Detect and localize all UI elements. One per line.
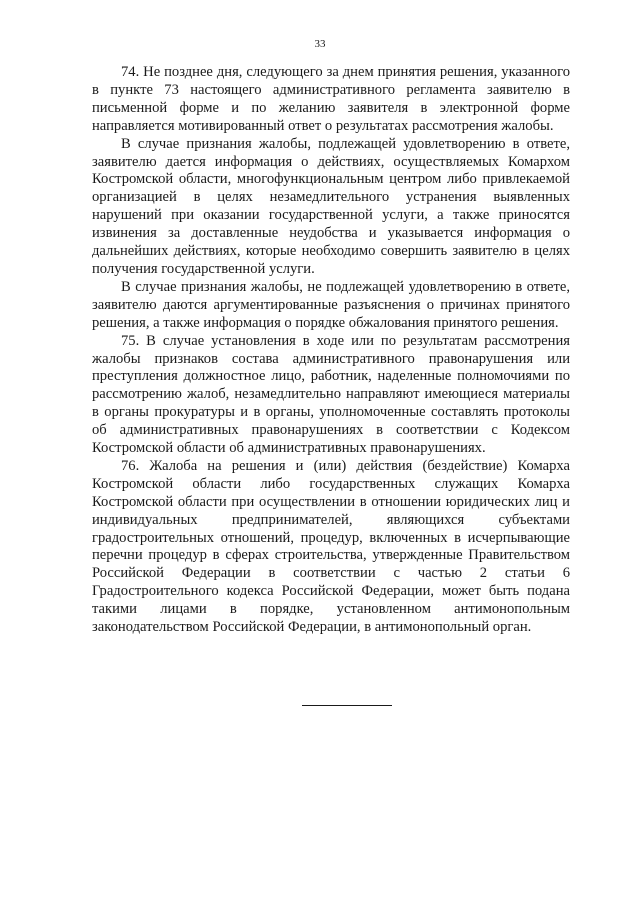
paragraph-76: 76. Жалоба на решения и (или) действия (бездействие) Комарха Костромской области либо государственных служащих Комарха Костромской области при осуществлении в отношении юридических лиц и индивидуальных предпринимателей, являющихся субъектами градостроительных отношений, процедур, включенных в исчерпывающие перечни процедур в сферах строительства, утвержденные Правительством Российской Федерации в соответствии с частью 2 статьи 6 Градостроительного кодекса Российской Федерации, может быть подана такими лицами в порядке, установленном антимонопольным законодательством Российской Федерации, в антимонопольный орган.	[92, 457, 570, 636]
paragraph-complaint-satisfied: В случае признания жалобы, подлежащей удовлетворению в ответе, заявителю дается информация о действиях, осуществляемых Комархом Костромской области, многофункциональным центром либо привлекаемой организацией в целях незамедлительного устранения выявленных нарушений при оказании государственной услуги, а также приносятся извинения за доставленные неудобства и указывается информация о дальнейших действиях, которые необходимо совершить заявителю в целях получения государственной услуги.	[92, 135, 570, 277]
paragraph-74: 74. Не позднее дня, следующего за днем принятия решения, указанного в пункте 73 настоящего административного регламента заявителю в письменной форме и по желанию заявителя в электронной форме направляется мотивированный ответ о результатах рассмотрения жалобы.	[92, 64, 570, 134]
document-body	[92, 64, 570, 637]
end-of-document-rule	[302, 705, 392, 706]
paragraph-75: 75. В случае установления в ходе или по результатам рассмотрения жалобы признаков состава административного правонарушения или преступления должностное лицо, работник, наделенные полномочиями по рассмотрению жалоб, незамедлительно направляют имеющиеся материалы в органы прокуратуры и в органы, уполномоченные составлять протоколы об административных правонарушениях в соответствии с Кодексом Костромской области об административных правонарушениях.	[92, 332, 570, 457]
page-number: 33	[314, 38, 326, 50]
paragraph-complaint-rejected: В случае признания жалобы, не подлежащей удовлетворению в ответе, заявителю даются аргументированные разъяснения о причинах принятого решения, а также информация о порядке обжалования принятого решения.	[92, 278, 570, 331]
